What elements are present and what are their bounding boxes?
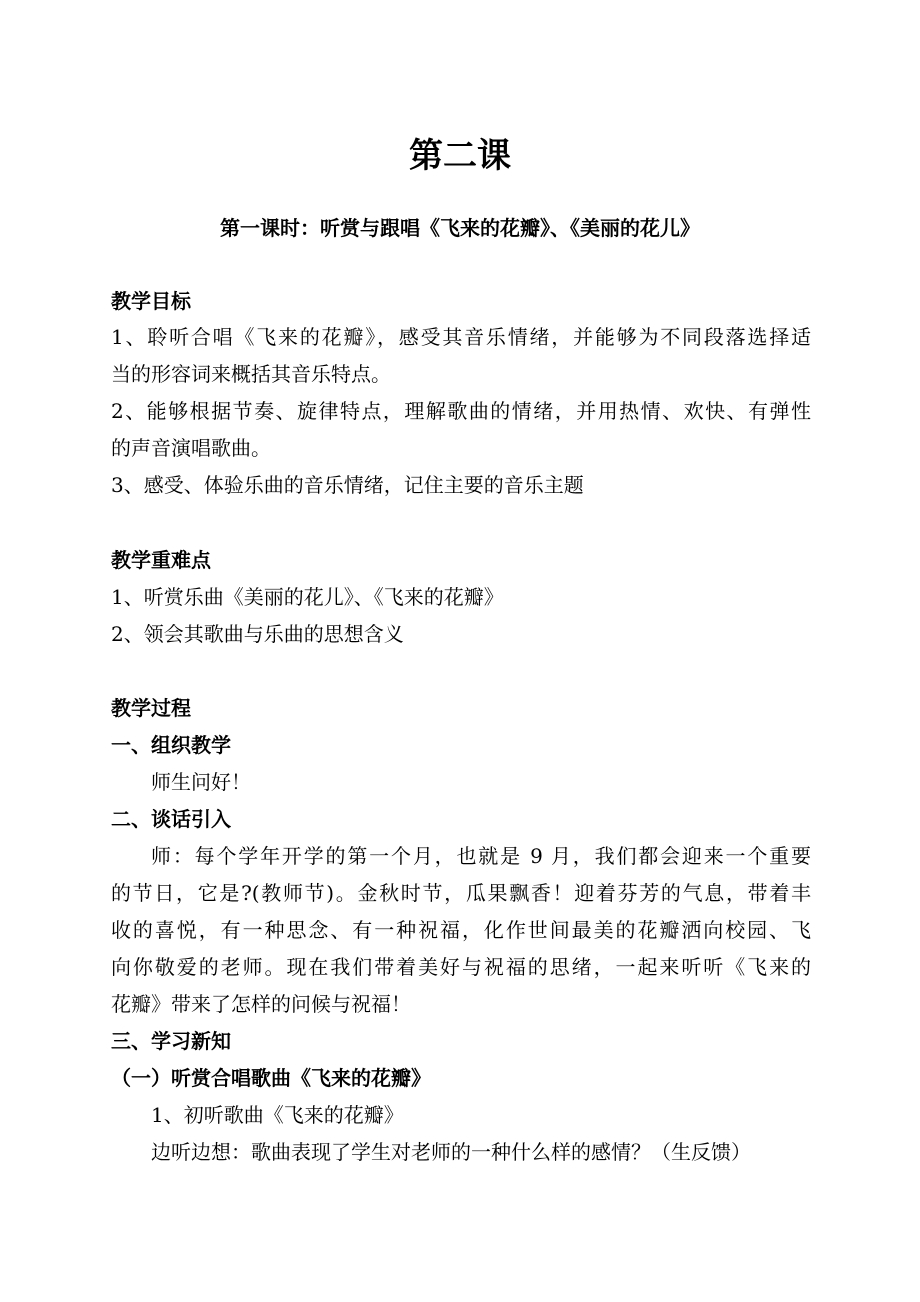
section-heading-intro: 二、谈话引入 — [111, 807, 231, 831]
objectives-line: 2、能够根据节奏、旋律特点，理解歌曲的情绪，并用热情、欢快、有弹性 — [111, 399, 811, 423]
key-points-line: 2、领会其歌曲与乐曲的思想含义 — [111, 622, 404, 646]
section-text: 师生问好！ — [151, 770, 251, 794]
lesson-subtitle: 第一课时：听赏与跟唱《飞来的花瓣》、《美丽的花儿》 — [220, 216, 700, 240]
paragraph-line: 花瓣》带来了怎样的问候与祝福！ — [111, 992, 411, 1016]
paragraph-line: 向你敬爱的老师。现在我们带着美好与祝福的思绪，一起来听听《飞来的 — [111, 955, 811, 979]
paragraph-line: 收的喜悦，有一种思念、有一种祝福，化作世间最美的花瓣洒向校园、飞 — [111, 918, 811, 942]
page-title: 第二课 — [409, 136, 511, 176]
objectives-line: 3、感受、体验乐曲的音乐情绪，记住主要的音乐主题 — [111, 473, 584, 497]
objectives-line: 的声音演唱歌曲。 — [111, 436, 271, 460]
sub-section-heading: （一）听赏合唱歌曲《飞来的花瓣》 — [111, 1066, 431, 1090]
section-heading-organize: 一、组织教学 — [111, 733, 231, 757]
section-text: 边听边想：歌曲表现了学生对老师的一种什么样的感情？（生反馈） — [151, 1140, 751, 1164]
paragraph-line: 师：每个学年开学的第一个月，也就是 9 月，我们都会迎来一个重要 — [151, 844, 811, 868]
objectives-heading: 教学目标 — [111, 289, 191, 313]
process-heading: 教学过程 — [111, 696, 191, 720]
key-points-heading: 教学重难点 — [111, 548, 211, 572]
objectives-line: 1、聆听合唱《飞来的花瓣》，感受其音乐情绪，并能够为不同段落选择适 — [111, 325, 811, 349]
key-points-line: 1、听赏乐曲《美丽的花儿》、《飞来的花瓣》 — [111, 585, 504, 609]
paragraph-line: 的节日，它是?(教师节)。金秋时节，瓜果飘香！迎着芬芳的气息，带着丰 — [111, 881, 811, 905]
section-heading-new-knowledge: 三、学习新知 — [111, 1029, 231, 1053]
section-text: 1、初听歌曲《飞来的花瓣》 — [151, 1103, 404, 1127]
objectives-line: 当的形容词来概括其音乐特点。 — [111, 362, 391, 386]
